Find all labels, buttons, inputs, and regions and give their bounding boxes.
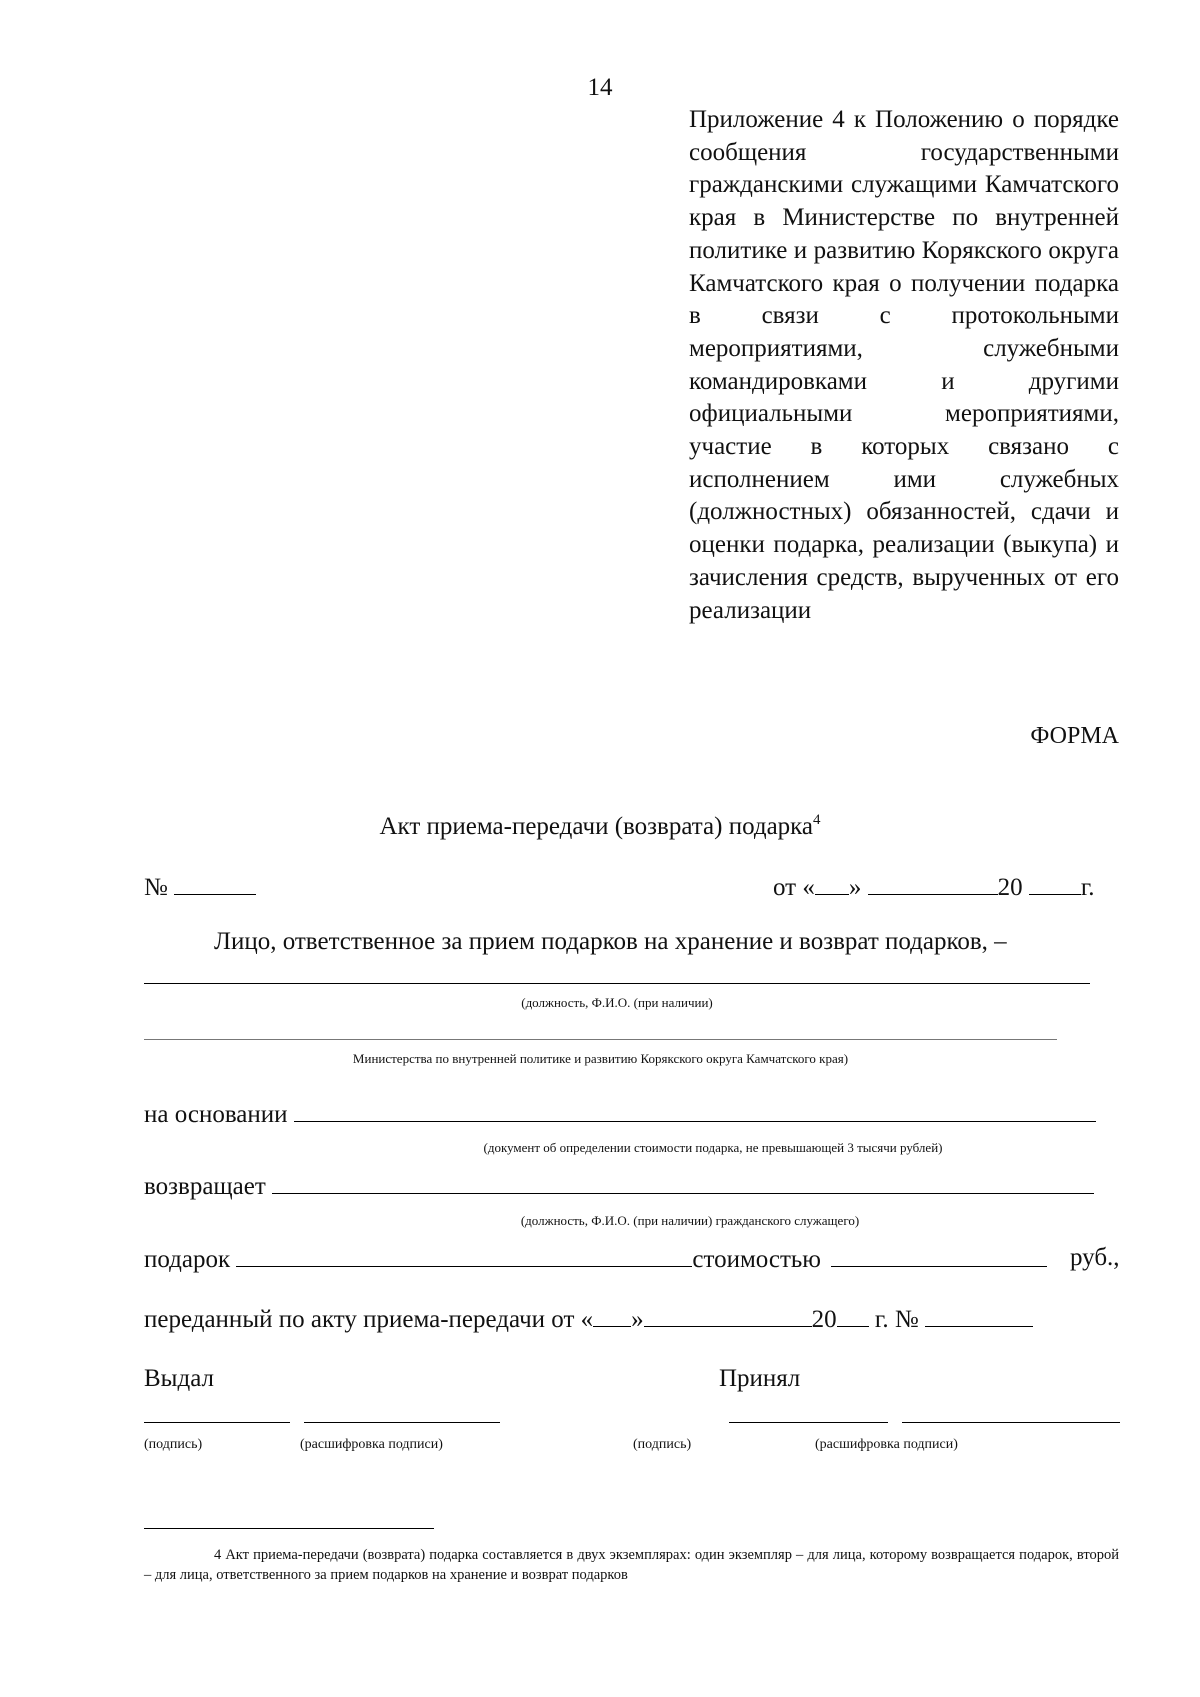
transferred-label: переданный по акту приема-передачи от «	[144, 1306, 594, 1333]
act-date-line	[773, 872, 1095, 902]
caption-ministry: Министерства по внутренней политике и развитию Корякского округа Камчатского края)	[352, 1051, 849, 1066]
transferred-number-label: г. №	[874, 1306, 919, 1333]
appendix-reference: Приложение 4 к Положению о порядке сообщения государственными гражданскими служащими Камчатского края в Министерстве по внутренней политике и развитию Корякского округа Камчатского края о получении подарка в связи с протокольными мероприятиями, служебными командировками и другими официальными мероприятиями, участие в которых связано с исполнением ими служебных (должностных) обязанностей, сдачи и оценки подарка, реализации (выкупа) и зачисления средств, вырученных от его реализации	[689, 106, 1119, 624]
date-year-prefix: 20	[997, 874, 1023, 901]
form-label: ФОРМА	[1030, 723, 1119, 749]
basis-row	[144, 1099, 1096, 1129]
page-number: 14	[587, 74, 613, 101]
accepted-signature-line[interactable]	[729, 1422, 888, 1423]
caption-servant: (должность, Ф.И.О. (при наличии) гражданского служащего)	[520, 1213, 860, 1228]
caption-document: (документ об определении стоимости подарка, не превышающей 3 тысячи рублей)	[483, 1140, 943, 1155]
act-number-line	[144, 872, 256, 902]
caption-position-name: (должность, Ф.И.О. (при наличии)	[521, 995, 713, 1010]
accepted-decoding-caption: (расшифровка подписи)	[815, 1437, 958, 1452]
transferred-day-field[interactable]	[593, 1304, 631, 1327]
basis-field[interactable]	[294, 1099, 1096, 1122]
date-year-suffix: г.	[1080, 874, 1095, 901]
gift-row	[144, 1244, 1047, 1274]
gift-label: подарок	[144, 1246, 231, 1273]
issued-signature-caption: (подпись)	[144, 1437, 203, 1452]
accepted-decoding-line[interactable]	[902, 1422, 1120, 1423]
returns-row	[144, 1171, 1094, 1201]
cost-field[interactable]	[831, 1244, 1047, 1267]
issued-label: Выдал	[144, 1365, 214, 1392]
cost-label: стоимостью	[692, 1246, 821, 1273]
footnote-ref: 4	[813, 812, 821, 828]
currency-label: руб.,	[1070, 1244, 1120, 1271]
transferred-quote: »	[631, 1306, 644, 1333]
number-sign: №	[144, 874, 168, 901]
basis-label: на основании	[144, 1101, 288, 1128]
returns-field[interactable]	[272, 1171, 1094, 1194]
gift-field[interactable]	[236, 1244, 692, 1267]
accepted-signature-caption: (подпись)	[633, 1437, 692, 1452]
issued-signature-line[interactable]	[144, 1422, 290, 1423]
act-title	[0, 812, 1200, 841]
returns-label: возвращает	[144, 1173, 266, 1200]
transferred-year-field[interactable]	[837, 1304, 869, 1327]
position-name-line[interactable]	[144, 983, 1090, 984]
ministry-line[interactable]	[144, 1039, 1057, 1040]
date-year-field[interactable]	[1029, 872, 1081, 895]
act-number-field[interactable]	[174, 872, 256, 895]
transferred-month-field[interactable]	[644, 1304, 812, 1327]
issued-decoding-caption: (расшифровка подписи)	[300, 1437, 443, 1452]
date-month-field[interactable]	[868, 872, 998, 895]
date-day-field[interactable]	[815, 872, 849, 895]
transferred-row	[144, 1304, 1033, 1334]
transferred-year-prefix: 20	[811, 1306, 837, 1333]
date-close-quote: »	[848, 874, 862, 901]
accepted-label: Принял	[719, 1365, 801, 1392]
issued-decoding-line[interactable]	[304, 1422, 500, 1423]
transferred-number-field[interactable]	[925, 1304, 1033, 1327]
act-title-text: Акт приема-передачи (возврата) подарка	[379, 813, 814, 840]
date-from: от «	[773, 874, 815, 901]
responsible-person-text: Лицо, ответственное за прием подарков на хранение и возврат подарков, –	[214, 928, 1007, 955]
footnote-text: 4 Акт приема-передачи (возврата) подарка составляется в двух экземплярах: один экземпляр – для лица, которому возвращается подарок, второй – для лица, ответственного за прием подарков на хранение и возврат подарков	[144, 1547, 1119, 1583]
footnote-separator	[144, 1528, 434, 1529]
